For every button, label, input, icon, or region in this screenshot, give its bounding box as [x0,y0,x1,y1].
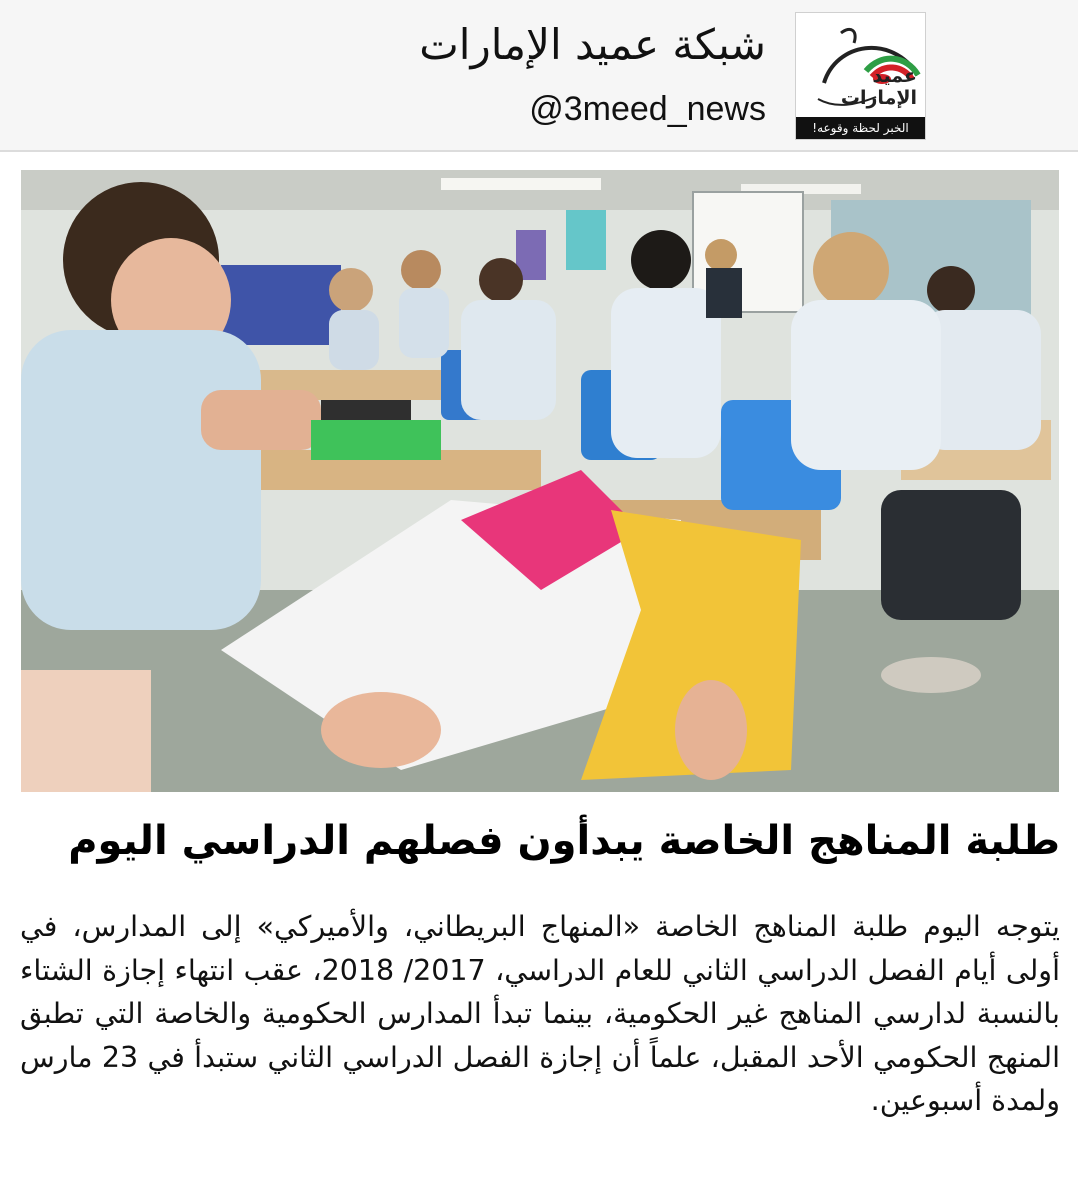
channel-logo[interactable] [795,12,926,140]
article-photo [21,170,1059,792]
channel-name[interactable]: شبكة عميد الإمارات [419,20,766,69]
article-body: يتوجه اليوم طلبة المناهج الخاصة «المنهاج البريطاني، والأميركي» إلى المدارس، في أولى أيام الفصل الدراسي الثاني للعام الدراسي، 2017/ 2018، عقب انتهاء إجازة الشتاء بالنسبة لدارسي المناهج غير الحكومية، بينما تبدأ المدارس الحكومية والخاصة التي تطبق المنهج الحكومي الأحد المقبل، علماً أن إجازة الفصل الدراسي الثاني ستبدأ في 23 مارس ولمدة أسبوعين. [20,910,1061,1117]
classroom-photo-illustration [21,170,1059,792]
logo-tagline: الخبر لحظة وقوعه! [796,117,925,139]
article-headline: طلبة المناهج الخاصة يبدأون فصلهم الدراسي اليوم [68,818,1060,864]
channel-handle[interactable]: @3meed_news [529,90,766,128]
logo-name: عميد الإمارات [840,65,917,109]
tweet-header [0,0,1078,152]
